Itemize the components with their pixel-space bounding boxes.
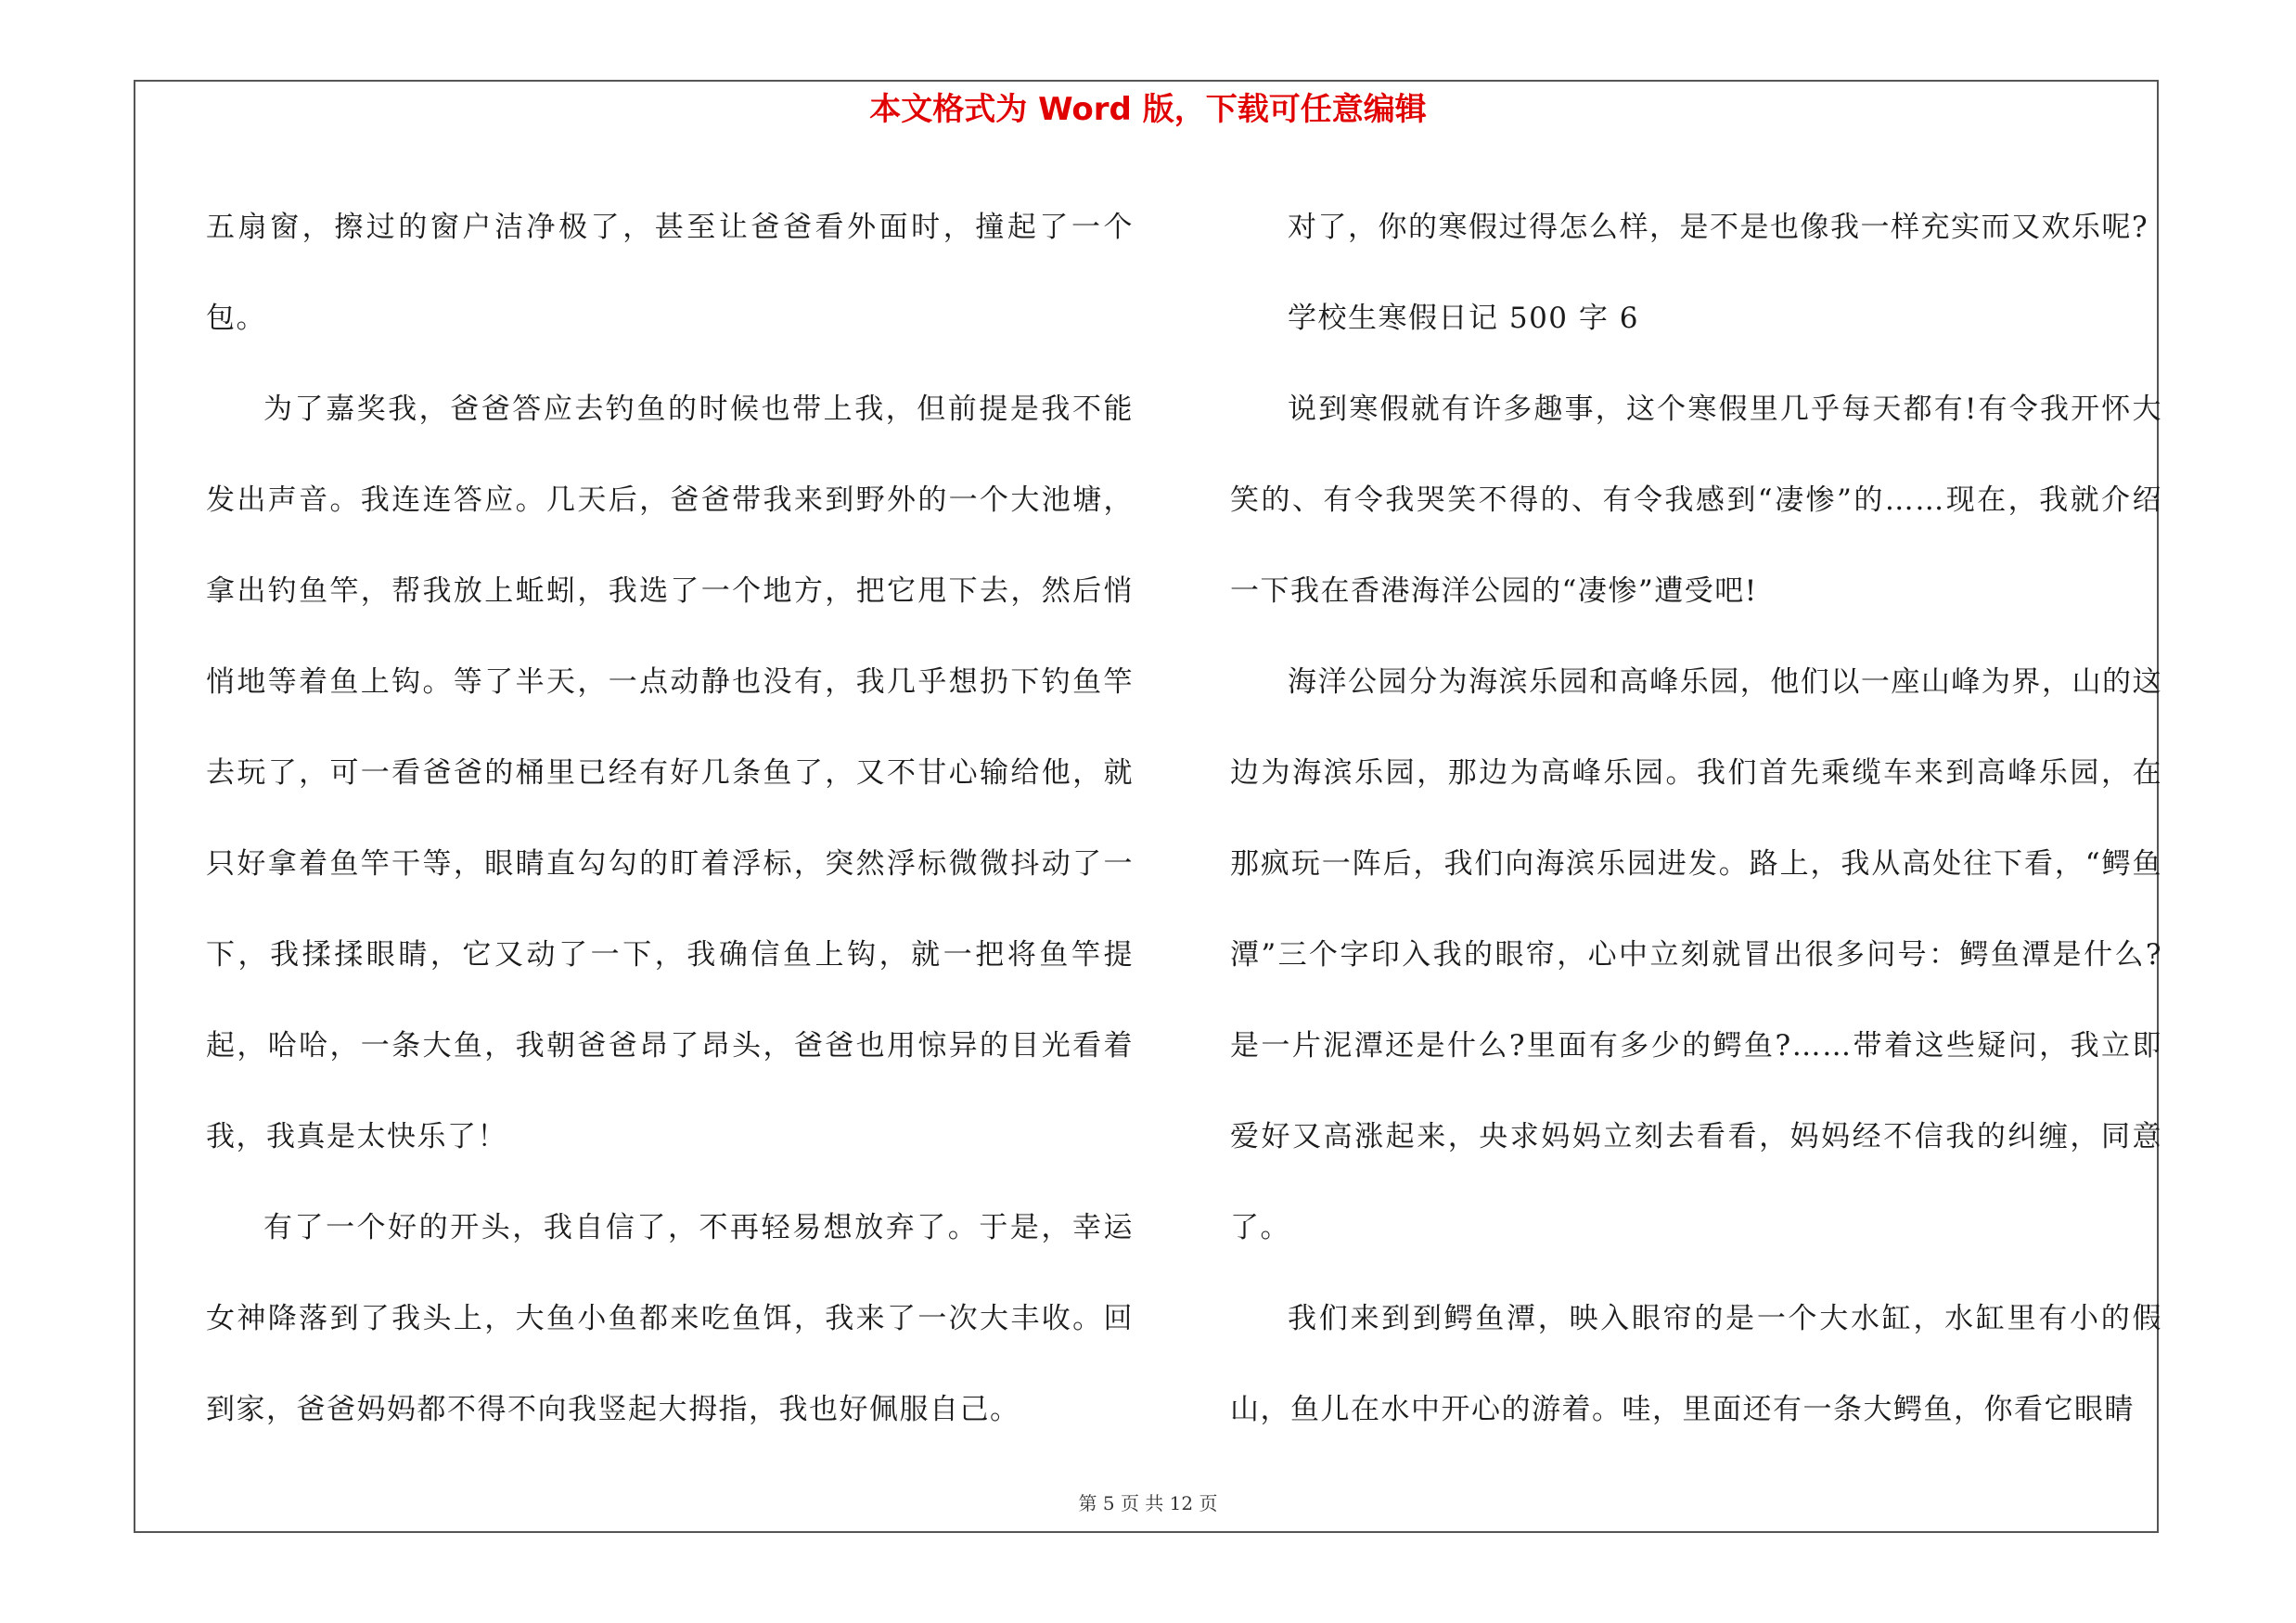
right-paragraph-5: 我们来到到鳄鱼潭，映入眼帘的是一个大水缸，水缸里有小的假山，鱼儿在水中开心的游着。哇，里面还有一条大鳄鱼，你看它眼睛	[1230, 1302, 2162, 1426]
left-paragraph-2: 为了嘉奖我，爸爸答应去钓鱼的时候也带上我，但前提是我不能发出声音。我连连答应。几天后，爸爸带我来到野外的一个大池塘，拿出钓鱼竿，帮我放上蚯蚓，我选了一个地方，把它甩下去，然后悄悄地等着鱼上钩。等了半天，一点动静也没有，我几乎想扔下钓鱼竿去玩了，可一看爸爸的桶里已经有好几条鱼了，又不甘心输给他，就只好拿着鱼竿干等，眼睛直勾勾的盯着浮标，突然浮标微微抖动了一下，我揉揉眼睛，它又动了一下，我确信鱼上钩，就一把将鱼竿提起，哈哈，一条大鱼，我朝爸爸昂了昂头，爸爸也用惊异的目光看着我，我真是太快乐了！	[206, 393, 1134, 1153]
right-paragraph-4: 海洋公园分为海滨乐园和高峰乐园，他们以一座山峰为界，山的这边为海滨乐园，那边为高峰乐园。我们首先乘缆车来到高峰乐园，在那疯玩一阵后，我们向海滨乐园进发。路上，我从高处往下看，“鳄鱼潭”三个字印入我的眼帘，心中立刻就冒出很多问号：鳄鱼潭是什么?是一片泥潭还是什么?里面有多少的鳄鱼?……带着这些疑问，我立即爱好又高涨起来，央求妈妈立刻去看看，妈妈经不信我的纠缠，同意了。	[1230, 665, 2162, 1244]
left-paragraph-3: 有了一个好的开头，我自信了，不再轻易想放弃了。于是，幸运女神降落到了我头上，大鱼小鱼都来吃鱼饵，我来了一次大丰收。回到家，爸爸妈妈都不得不向我竖起大拇指，我也好佩服自己。	[206, 1211, 1134, 1426]
right-paragraph-3: 说到寒假就有许多趣事，这个寒假里几乎每天都有!有令我开怀大笑的、有令我哭笑不得的、有令我感到“凄惨”的……现在，我就介绍一下我在香港海洋公园的“凄惨”遭受吧!	[1230, 393, 2162, 608]
right-paragraph-1: 对了，你的寒假过得怎么样，是不是也像我一样充实而又欢乐呢?	[1288, 211, 2149, 244]
left-paragraph-1: 五扇窗，擦过的窗户洁净极了，甚至让爸爸看外面时，撞起了一个包。	[206, 211, 1134, 335]
header-banner: 本文格式为 Word 版，下载可任意编辑	[869, 91, 1427, 128]
right-column	[1230, 182, 2162, 1455]
left-column	[206, 182, 1134, 1455]
page-number: 第 5 页 共 12 页	[1078, 1492, 1218, 1514]
diary-heading: 学校生寒假日记 500 字 6	[1288, 302, 1639, 335]
